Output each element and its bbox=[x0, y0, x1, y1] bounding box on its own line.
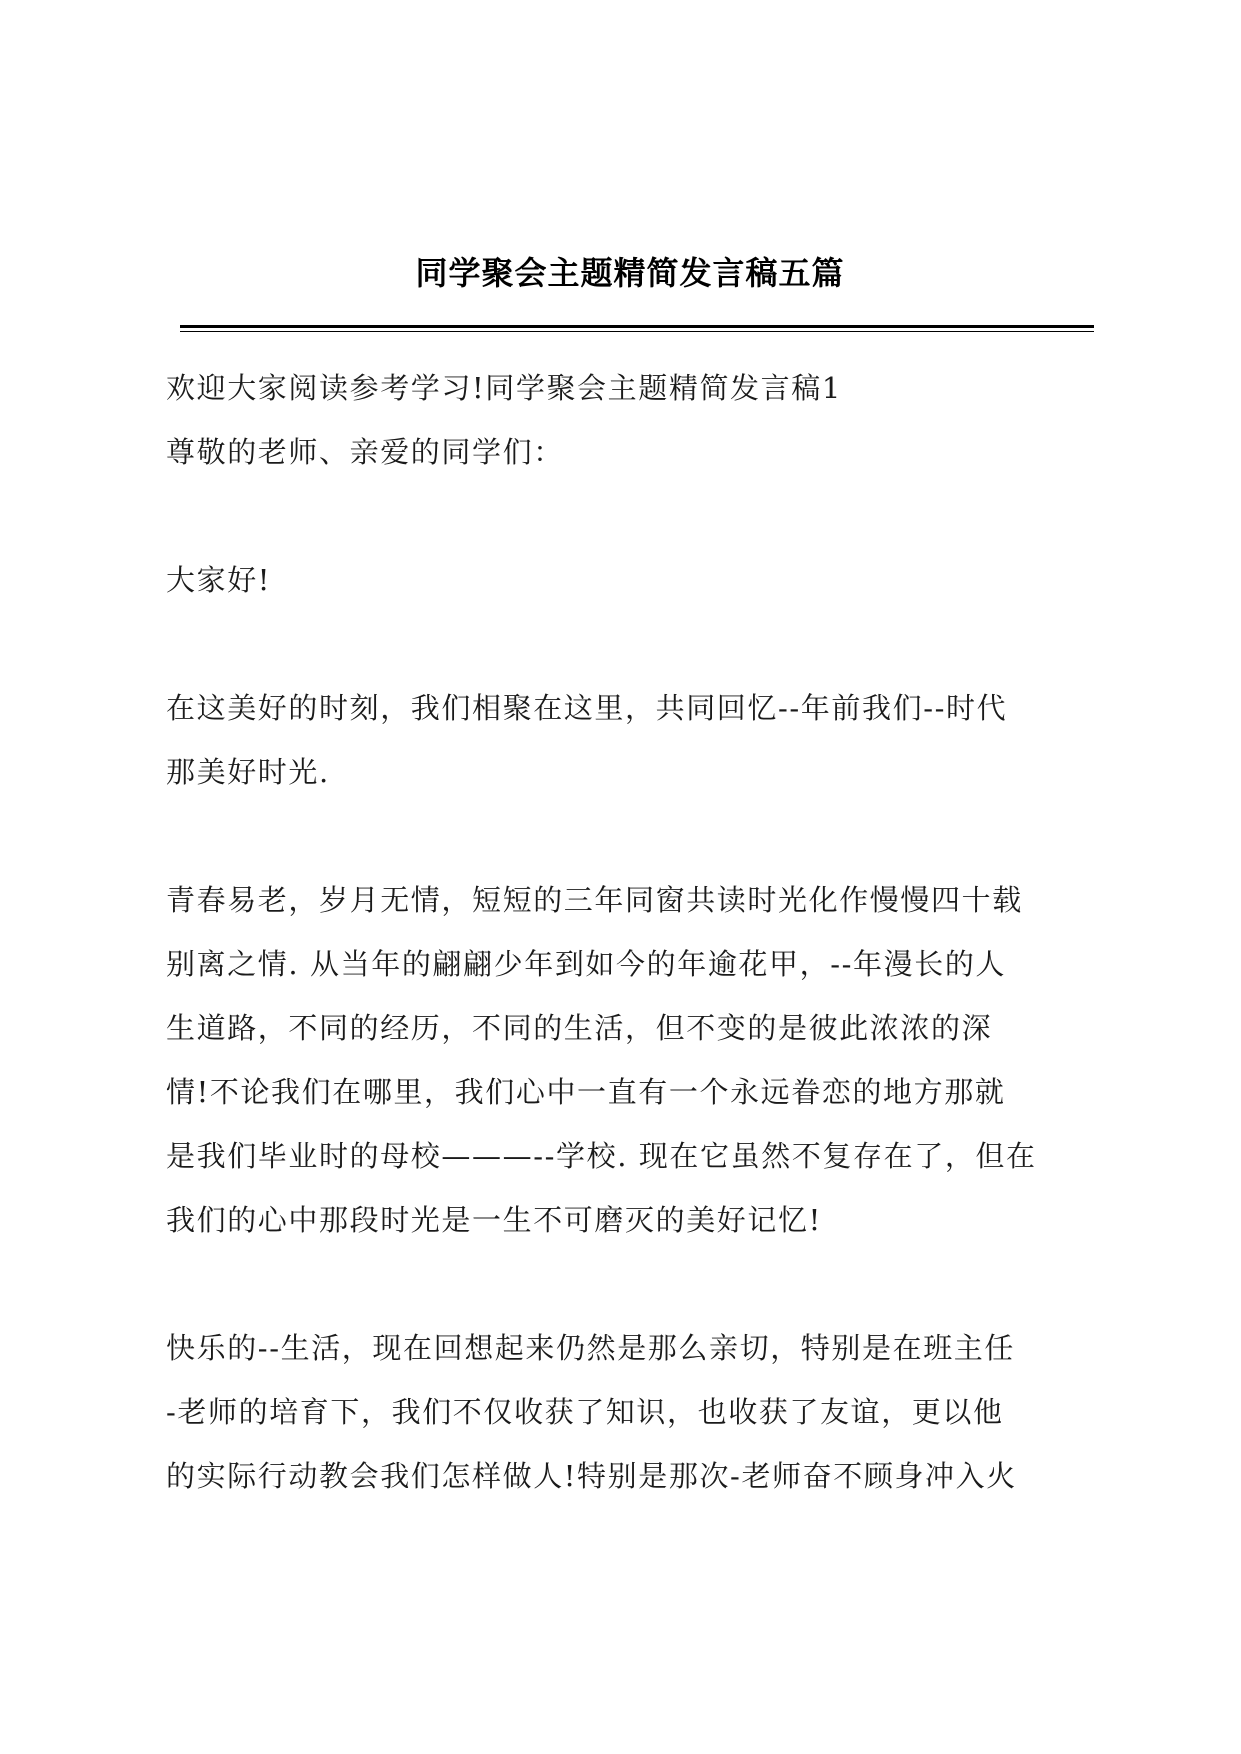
paragraph-line: -老师的培育下，我们不仅收获了知识，也收获了友谊，更以他 bbox=[166, 1395, 1004, 1429]
paragraph-line: 别离之情. 从当年的翩翩少年到如今的年逾花甲，--年漫长的人 bbox=[166, 947, 1007, 981]
document-title: 同学聚会主题精简发言稿五篇 bbox=[415, 254, 845, 292]
greeting-line: 大家好! bbox=[166, 563, 272, 597]
salutation-line: 尊敬的老师、亲爱的同学们： bbox=[166, 435, 564, 469]
paragraph-1 bbox=[166, 676, 1096, 804]
title-divider-thin bbox=[180, 331, 1094, 332]
paragraph-line: 快乐的--生活，现在回想起来仍然是那么亲切，特别是在班主任 bbox=[166, 1331, 1015, 1365]
intro-line: 欢迎大家阅读参考学习!同学聚会主题精简发言稿1 bbox=[166, 371, 842, 405]
paragraph-line: 我们的心中那段时光是一生不可磨灭的美好记忆! bbox=[166, 1203, 822, 1237]
paragraph-line: 在这美好的时刻，我们相聚在这里，共同回忆--年前我们--时代 bbox=[166, 691, 1008, 725]
paragraph-line: 是我们毕业时的母校———--学校. 现在它虽然不复存在了，但在 bbox=[166, 1139, 1037, 1173]
paragraph-line: 情!不论我们在哪里，我们心中一直有一个永远眷恋的地方那就 bbox=[166, 1075, 1006, 1109]
document-body bbox=[166, 356, 1096, 1508]
title-divider-thick bbox=[180, 325, 1094, 328]
paragraph-line: 那美好时光. bbox=[166, 755, 330, 789]
paragraph-line: 的实际行动教会我们怎样做人!特别是那次-老师奋不顾身冲入火 bbox=[166, 1459, 1017, 1493]
paragraph-3 bbox=[166, 1316, 1096, 1508]
paragraph-line: 青春易老，岁月无情，短短的三年同窗共读时光化作慢慢四十载 bbox=[166, 883, 1023, 917]
paragraph-2 bbox=[166, 868, 1096, 1252]
paragraph-line: 生道路，不同的经历，不同的生活，但不变的是彼此浓浓的深 bbox=[166, 1011, 993, 1045]
